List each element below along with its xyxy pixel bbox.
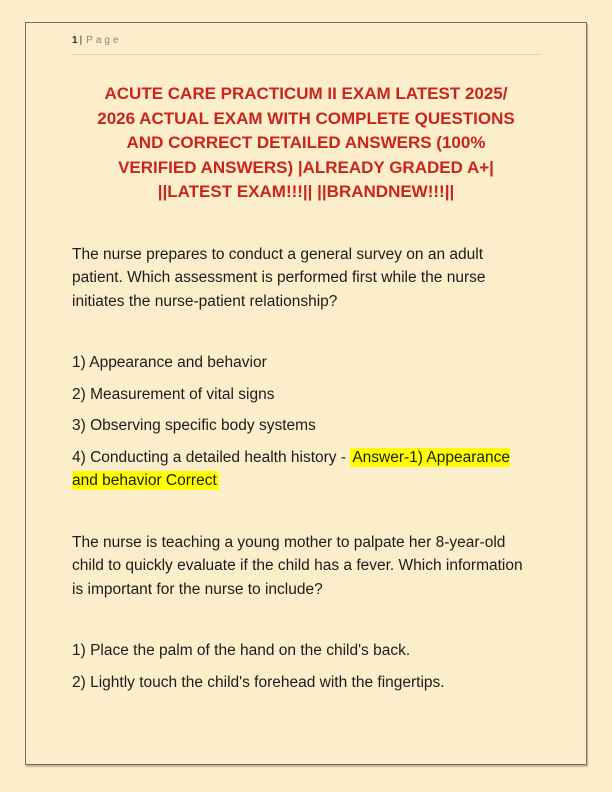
question-2-options: [72, 639, 538, 694]
question-2-option-1: 1) Place the palm of the hand on the child's back.: [72, 642, 411, 659]
question-2-text: The nurse is teaching a young mother to palpate her 8-year-old child to quickly evaluate if the child has a fever. Which information is important for the nurse to include?: [72, 533, 523, 598]
title-line: 2026 ACTUAL EXAM WITH COMPLETE QUESTIONS: [97, 108, 515, 128]
document-page: [25, 22, 587, 765]
question-1-option-2: 2) Measurement of vital signs: [72, 385, 275, 403]
page-header-separator: |: [79, 35, 83, 46]
page-number: 1: [72, 35, 78, 46]
document-title: [72, 82, 540, 205]
title-line: ACUTE CARE PRACTICUM II EXAM LATEST 2025/: [104, 84, 508, 103]
page-header: [72, 23, 540, 55]
question-1-options: [72, 351, 538, 493]
question-1-option-4-prefix: 4) Conducting a detailed health history -: [72, 448, 351, 466]
title-line: AND CORRECT DETAILED ANSWERS (100%: [126, 133, 486, 152]
title-line: VERIFIED ANSWERS) |ALREADY GRADED A+|: [118, 157, 494, 177]
title-line: ||LATEST EXAM!!!|| ||BRANDNEW!!!||: [157, 182, 455, 201]
question-1-option-4: [72, 446, 538, 493]
question-1-text: The nurse prepares to conduct a general survey on an adult patient. Which assessment is performed first while the nurse initiates the nurse-patient relationship?: [72, 245, 486, 310]
question-2-option-2: 2) Lightly touch the child's forehead with the fingertips.: [72, 673, 445, 691]
question-1-option-3: 3) Observing specific body systems: [72, 417, 316, 434]
page-header-label: Page: [86, 35, 122, 46]
question-1-option-1: 1) Appearance and behavior: [72, 354, 267, 371]
answer-highlight: Answer-1) Appearance and behavior Correct: [72, 448, 510, 489]
